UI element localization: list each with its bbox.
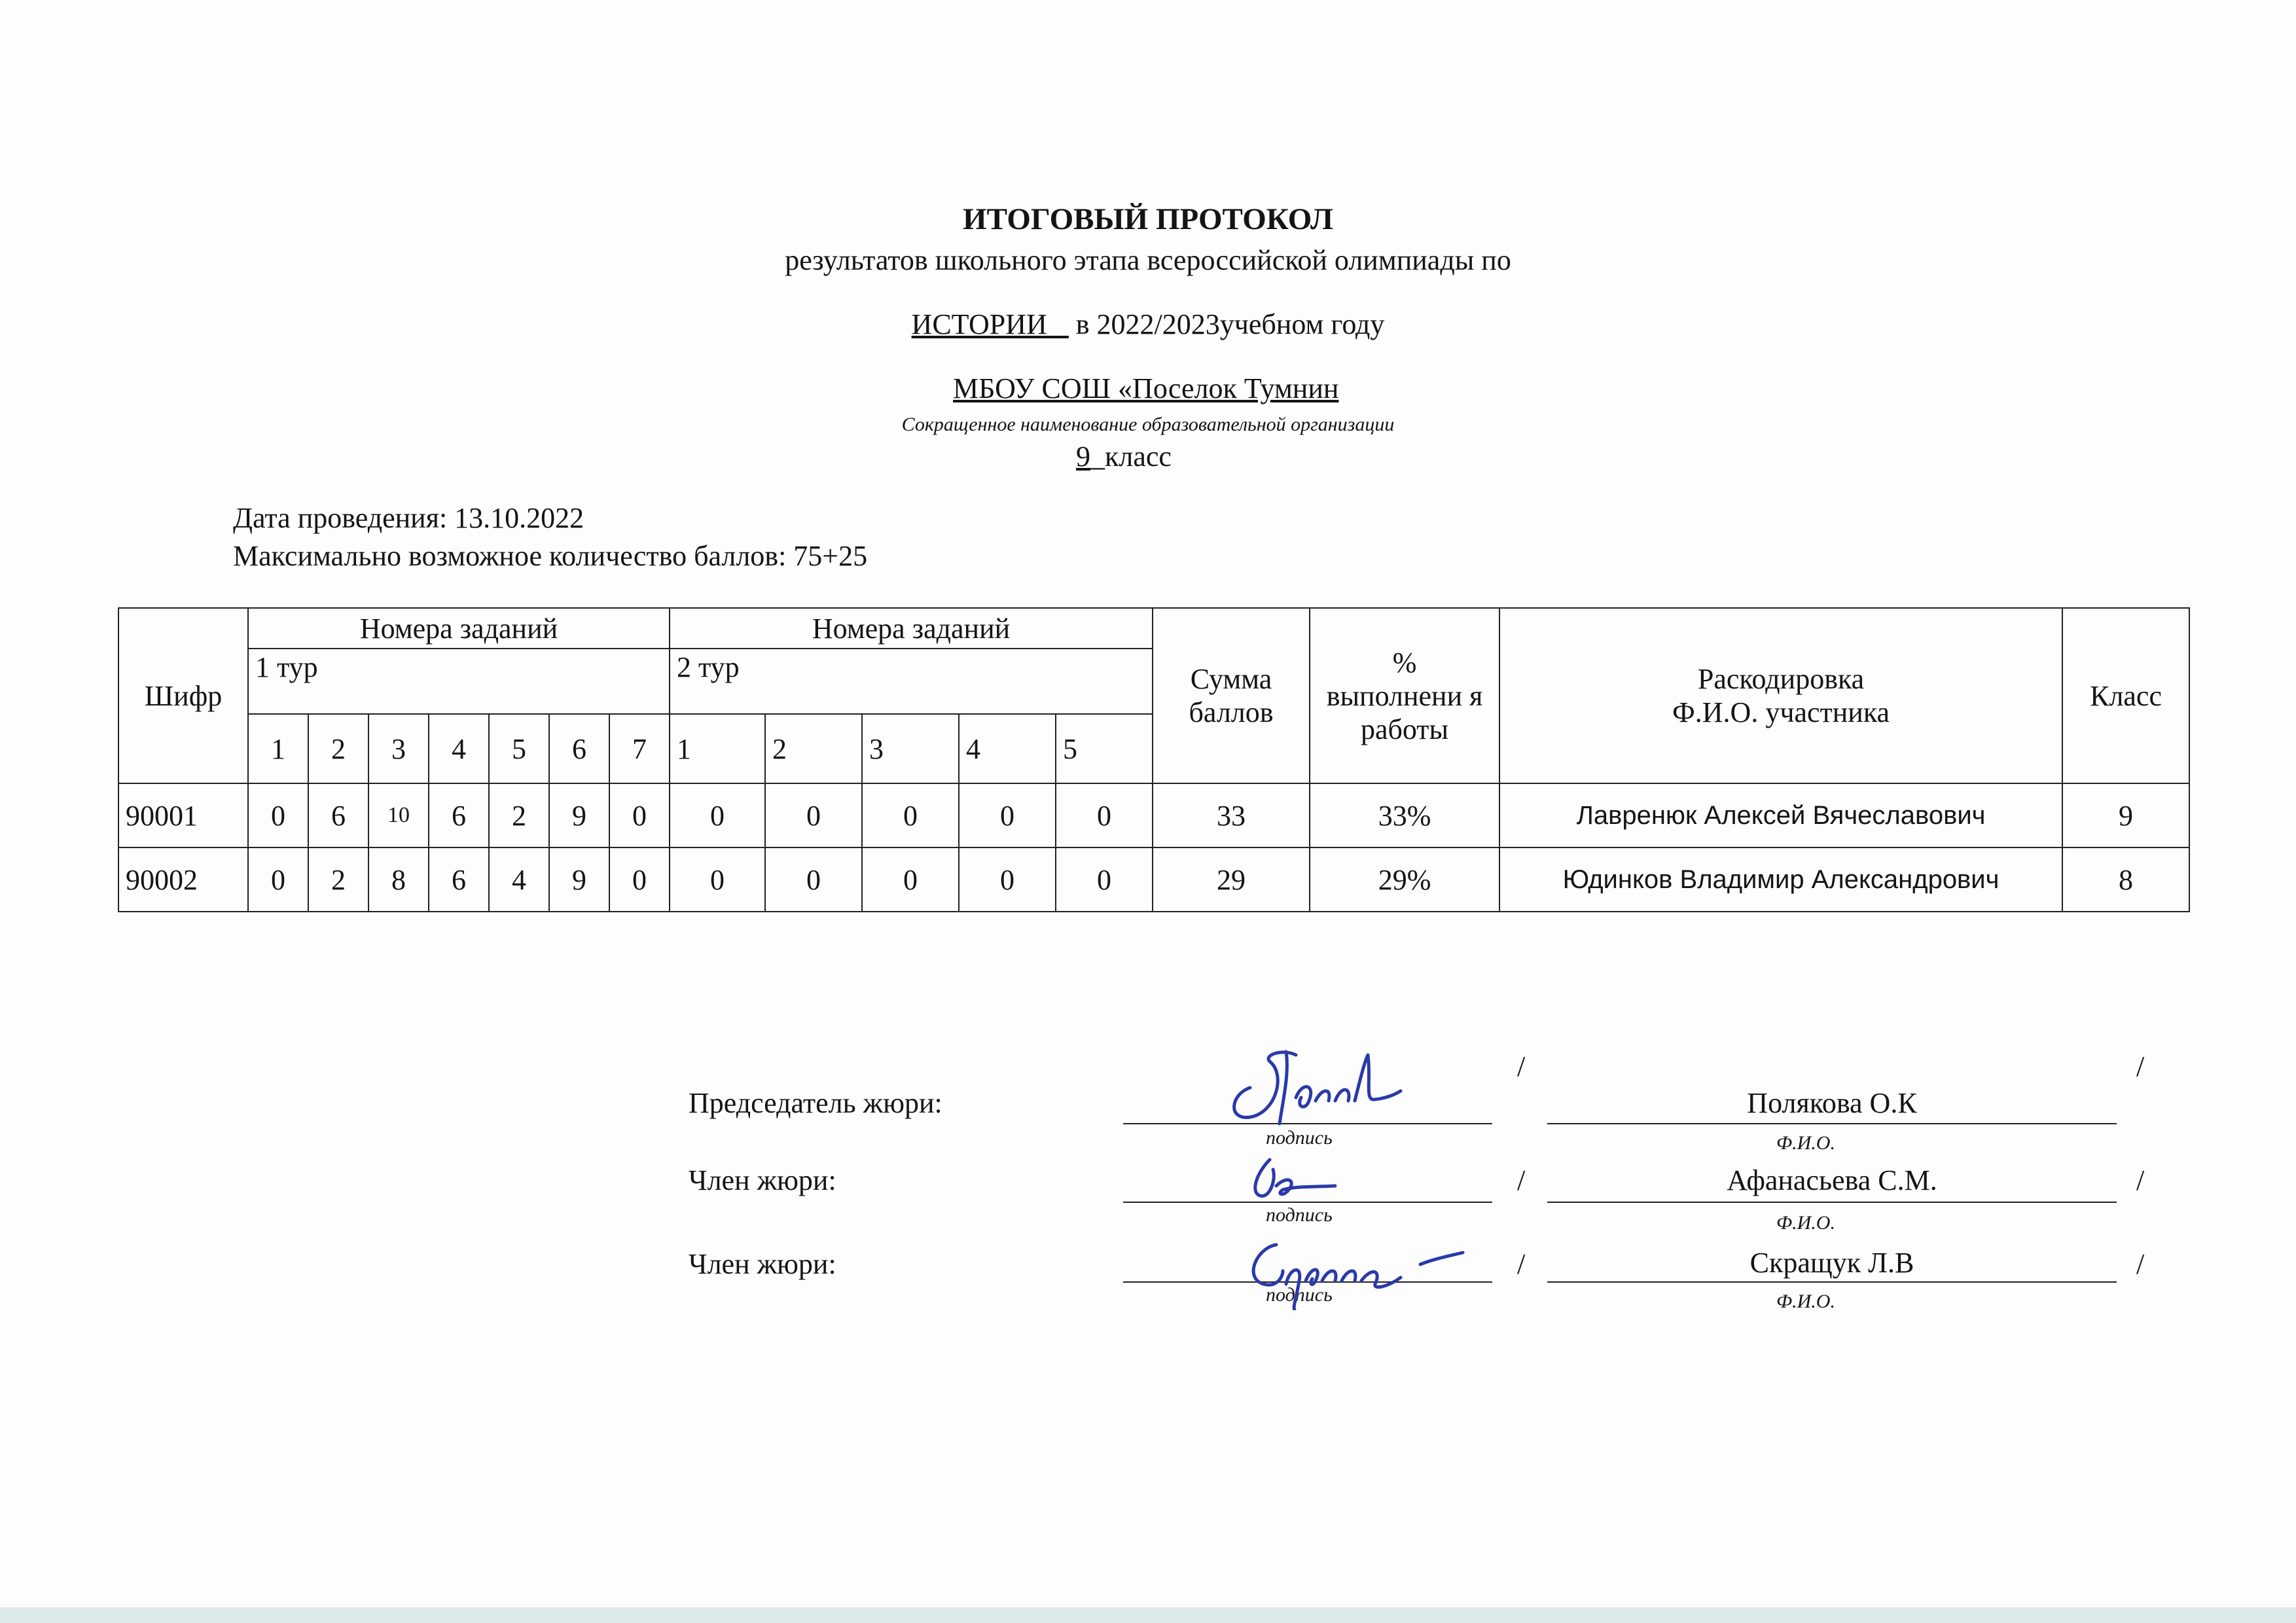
- decode-label-line1: Раскодировка: [1697, 663, 1865, 695]
- round1-score: 0: [609, 783, 670, 847]
- decode-label-line2: Ф.И.О. участника: [1672, 696, 1890, 728]
- results-table: [118, 607, 2190, 912]
- col-header-class: Класс: [2062, 608, 2189, 783]
- round1-score: 0: [609, 847, 670, 912]
- signature-caption: подпись: [1266, 1127, 1333, 1149]
- round1-score: 9: [549, 847, 609, 912]
- col-header-decode: [1499, 608, 2062, 783]
- round1-score: 6: [429, 847, 489, 912]
- grade-line: [1076, 440, 1172, 473]
- round1-score: 6: [308, 783, 368, 847]
- academic-year: в 2022/2023учебном году: [1068, 308, 1385, 340]
- subject-line: [0, 308, 2296, 341]
- separator-slash: /: [2136, 1050, 2145, 1082]
- document-title: ИТОГОВЫЙ ПРОТОКОЛ: [963, 202, 1333, 236]
- separator-slash: /: [2136, 1164, 2145, 1196]
- fio-line: [1547, 1123, 2117, 1124]
- event-date: Дата проведения: 13.10.2022: [233, 502, 584, 534]
- participant-name: Юдинков Владимир Александрович: [1499, 847, 2062, 912]
- fio-caption: Ф.И.О.: [1776, 1212, 1835, 1234]
- member-signature-icon: [1230, 1219, 1492, 1310]
- round2-score: 0: [765, 847, 862, 912]
- round2-score: 0: [959, 783, 1056, 847]
- jury-member-label: Член жюри:: [689, 1248, 836, 1280]
- completion-percent: 33%: [1310, 783, 1499, 847]
- round2-score: 0: [670, 847, 765, 912]
- round1-score: 6: [429, 783, 489, 847]
- fio-line: [1547, 1202, 2117, 1203]
- round2-task-number: 4: [959, 714, 1056, 783]
- organization-caption: Сокращенное наименование образовательной организации: [901, 414, 1395, 435]
- document-subtitle: результатов школьного этапа всероссийской олимпиады по: [785, 244, 1511, 276]
- chair-signature-icon: [1224, 1035, 1420, 1133]
- participant-class: 8: [2062, 847, 2189, 912]
- round2-score: 0: [862, 847, 959, 912]
- round2-label: 2 тур: [670, 649, 1153, 714]
- round2-task-number: 2: [765, 714, 862, 783]
- table-header-row: [118, 608, 2189, 649]
- col-header-sum: Сумма баллов: [1153, 608, 1310, 783]
- round1-task-number: 4: [429, 714, 489, 783]
- grade-number: 9: [1076, 440, 1090, 473]
- round2-score: 0: [862, 783, 959, 847]
- round2-score: 0: [1056, 847, 1153, 912]
- round1-task-number: 2: [308, 714, 368, 783]
- participant-name: Лавренюк Алексей Вячеславович: [1499, 783, 2062, 847]
- round2-score: 0: [765, 783, 862, 847]
- signature-caption: подпись: [1266, 1204, 1333, 1226]
- round1-score: 2: [308, 847, 368, 912]
- round1-score: 0: [248, 847, 308, 912]
- jury-chair-label: Председатель жюри:: [689, 1087, 942, 1119]
- total-score: 33: [1153, 783, 1310, 847]
- round2-score: 0: [670, 783, 765, 847]
- round1-task-number: 1: [248, 714, 308, 783]
- signature-caption: подпись: [1266, 1284, 1333, 1306]
- participant-code: 90002: [118, 847, 248, 912]
- round1-score: 0: [248, 783, 308, 847]
- separator-slash: /: [1517, 1164, 1526, 1196]
- round1-score: 10: [368, 783, 429, 847]
- completion-percent: 29%: [1310, 847, 1499, 912]
- fio-caption: Ф.И.О.: [1776, 1291, 1835, 1312]
- round1-score: 8: [368, 847, 429, 912]
- round2-task-number: 1: [670, 714, 765, 783]
- separator-slash: /: [2136, 1248, 2145, 1280]
- scan-bottom-edge: [0, 1607, 2296, 1623]
- participant-code: 90001: [118, 783, 248, 847]
- jury-member-fio: Скращук Л.В: [1749, 1247, 1914, 1279]
- jury-member-label: Член жюри:: [689, 1164, 836, 1196]
- round1-score: 2: [489, 783, 549, 847]
- col-header-code: Шифр: [118, 608, 248, 783]
- fio-caption: Ф.И.О.: [1776, 1132, 1835, 1154]
- percent-symbol: %: [1392, 646, 1417, 679]
- organization-name: МБОУ СОШ «Поселок Тумнин: [953, 372, 1339, 404]
- round1-task-number: 5: [489, 714, 549, 783]
- grade-suffix: _класс: [1090, 440, 1172, 473]
- subject-name: ИСТОРИИ _: [911, 308, 1069, 340]
- round2-score: 0: [1056, 783, 1153, 847]
- separator-slash: /: [1517, 1050, 1526, 1082]
- round2-task-number: 5: [1056, 714, 1153, 783]
- round1-score: 4: [489, 847, 549, 912]
- max-score: Максимально возможное количество баллов: 75+25: [233, 540, 868, 572]
- col-header-round2-tasks: Номера заданий: [670, 608, 1153, 649]
- round2-task-number: 3: [862, 714, 959, 783]
- round2-score: 0: [959, 847, 1056, 912]
- jury-member-fio: Афанасьева С.М.: [1727, 1164, 1937, 1196]
- round1-task-number: 3: [368, 714, 429, 783]
- col-header-percent: [1310, 608, 1499, 783]
- fio-line: [1547, 1281, 2117, 1283]
- round1-label: 1 тур: [248, 649, 670, 714]
- round1-task-number: 7: [609, 714, 670, 783]
- percent-label: выполнени я работы: [1326, 679, 1483, 745]
- round1-task-number: 6: [549, 714, 609, 783]
- col-header-round1-tasks: Номера заданий: [248, 608, 670, 649]
- jury-chair-fio: Полякова О.К: [1747, 1087, 1917, 1119]
- member-signature-icon: [1230, 1147, 1361, 1219]
- table-row: [118, 783, 2189, 847]
- participant-class: 9: [2062, 783, 2189, 847]
- separator-slash: /: [1517, 1248, 1526, 1280]
- table-row: [118, 847, 2189, 912]
- round1-score: 9: [549, 783, 609, 847]
- total-score: 29: [1153, 847, 1310, 912]
